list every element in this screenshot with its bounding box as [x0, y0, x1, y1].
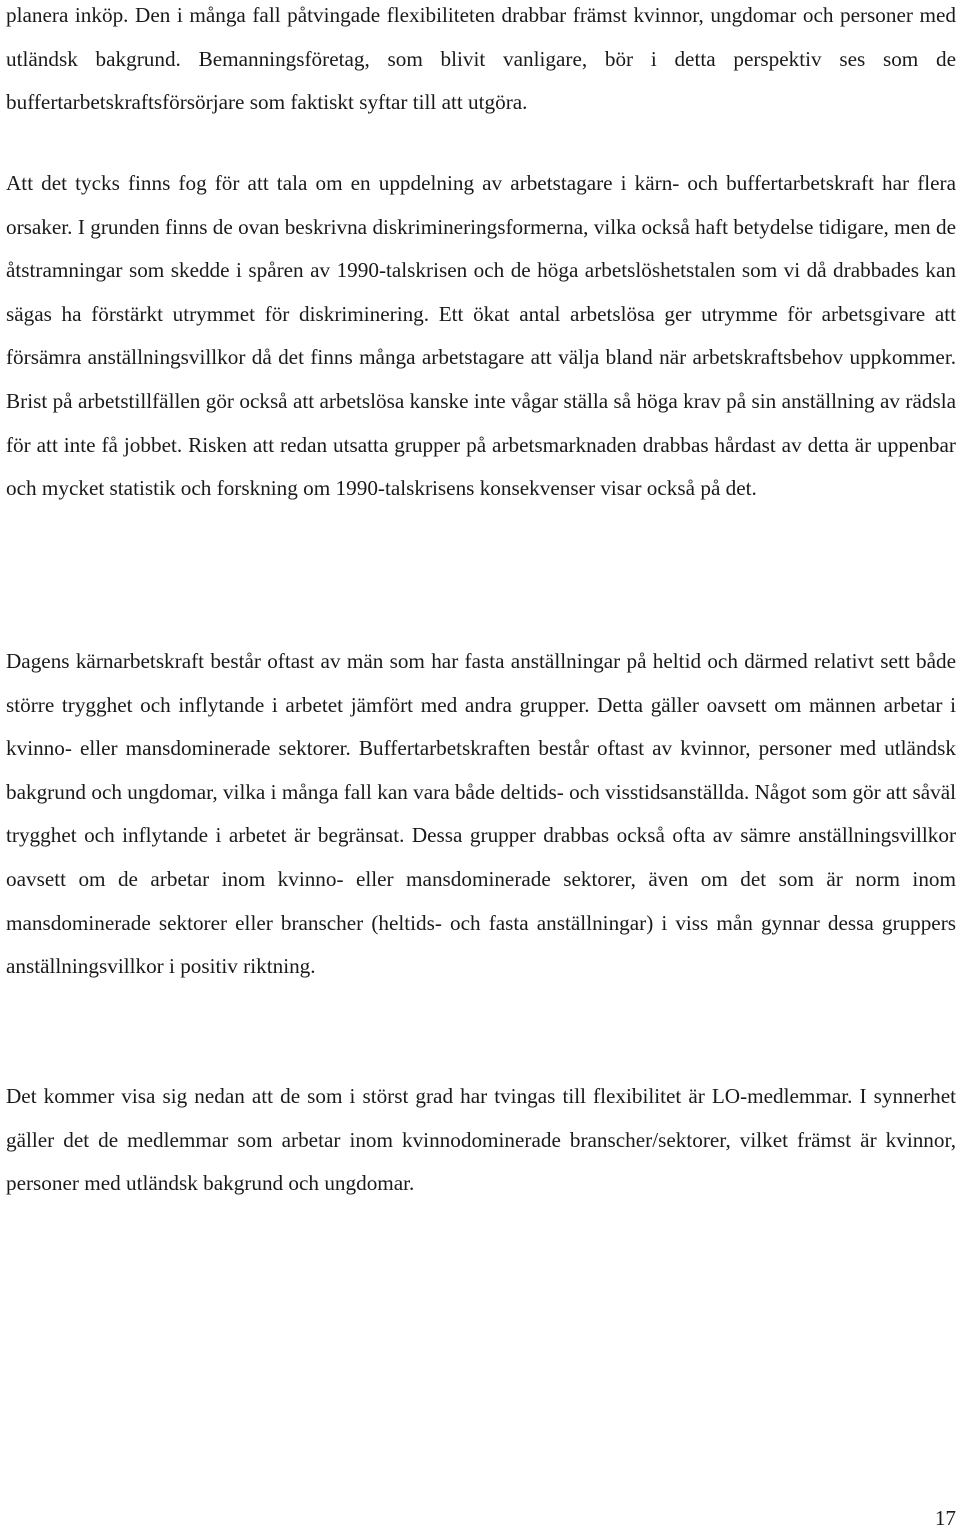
page-number: 17 [934, 1506, 956, 1530]
document-page [6, 0, 956, 1537]
paragraph-4: Det kommer visa sig nedan att de som i störst grad har tvingas till flexibilitet är LO-medlemmar. I synnerhet gäller det de medlemmar som arbetar inom kvinnodominerade branscher/sektorer, vilket främst är kvinnor, personer med utländsk bakgrund och ungdomar. [6, 1084, 956, 1196]
paragraph-3: Dagens kärnarbetskraft består oftast av män som har fasta anställningar på heltid och därmed relativt sett både större trygghet och inflytande i arbetet jämfört med andra grupper. Detta gäller oavsett om männen arbetar i kvinno- eller mansdominerade sektorer. Buffertarbetskraften består oftast av kvinnor, personer med utländsk bakgrund och ungdomar, vilka i många fall kan vara både deltids- och visstidsanställda. Något som gör att såväl trygghet och inflytande i arbetet är begränsat. Dessa grupper drabbas också ofta av sämre anställningsvillkor oavsett om de arbetar inom kvinno- eller mansdominerade sektorer, även om det som är norm inom mansdominerade sektorer eller branscher (heltids- och fasta anställningar) i viss mån gynnar dessa gruppers anställningsvillkor i positiv riktning. [6, 649, 956, 979]
paragraph-2: Att det tycks finns fog för att tala om en uppdelning av arbetstagare i kärn- och buffertarbetskraft har flera orsaker. I grunden finns de ovan beskrivna diskrimineringsformerna, vilka också haft betydelse tidigare, men de åtstramningar som skedde i spåren av 1990-talskrisen och de höga arbetslöshetstalen som vi då drabbades kan sägas ha förstärkt utrymmet för diskriminering. Ett ökat antal arbetslösa ger utrymme för arbetsgivare att försämra anställningsvillkor då det finns många arbetstagare att välja bland när arbetskraftsbehov uppkommer. Brist på arbetstillfällen gör också att arbetslösa kanske inte vågar ställa så höga krav på sin anställning av rädsla för att inte få jobbet. Risken att redan utsatta grupper på arbetsmarknaden drabbas hårdast av detta är uppenbar och mycket statistik och forskning om 1990-talskrisens konsekvenser visar också på det. [6, 171, 956, 501]
paragraph-1: planera inköp. Den i många fall påtvingade flexibiliteten drabbar främst kvinnor, ungdomar och personer med utländsk bakgrund. Bemanningsföretag, som blivit vanligare, bör i detta perspektiv ses som de buffertarbetskraftsförsörjare som faktiskt syftar till att utgöra. [6, 3, 956, 115]
